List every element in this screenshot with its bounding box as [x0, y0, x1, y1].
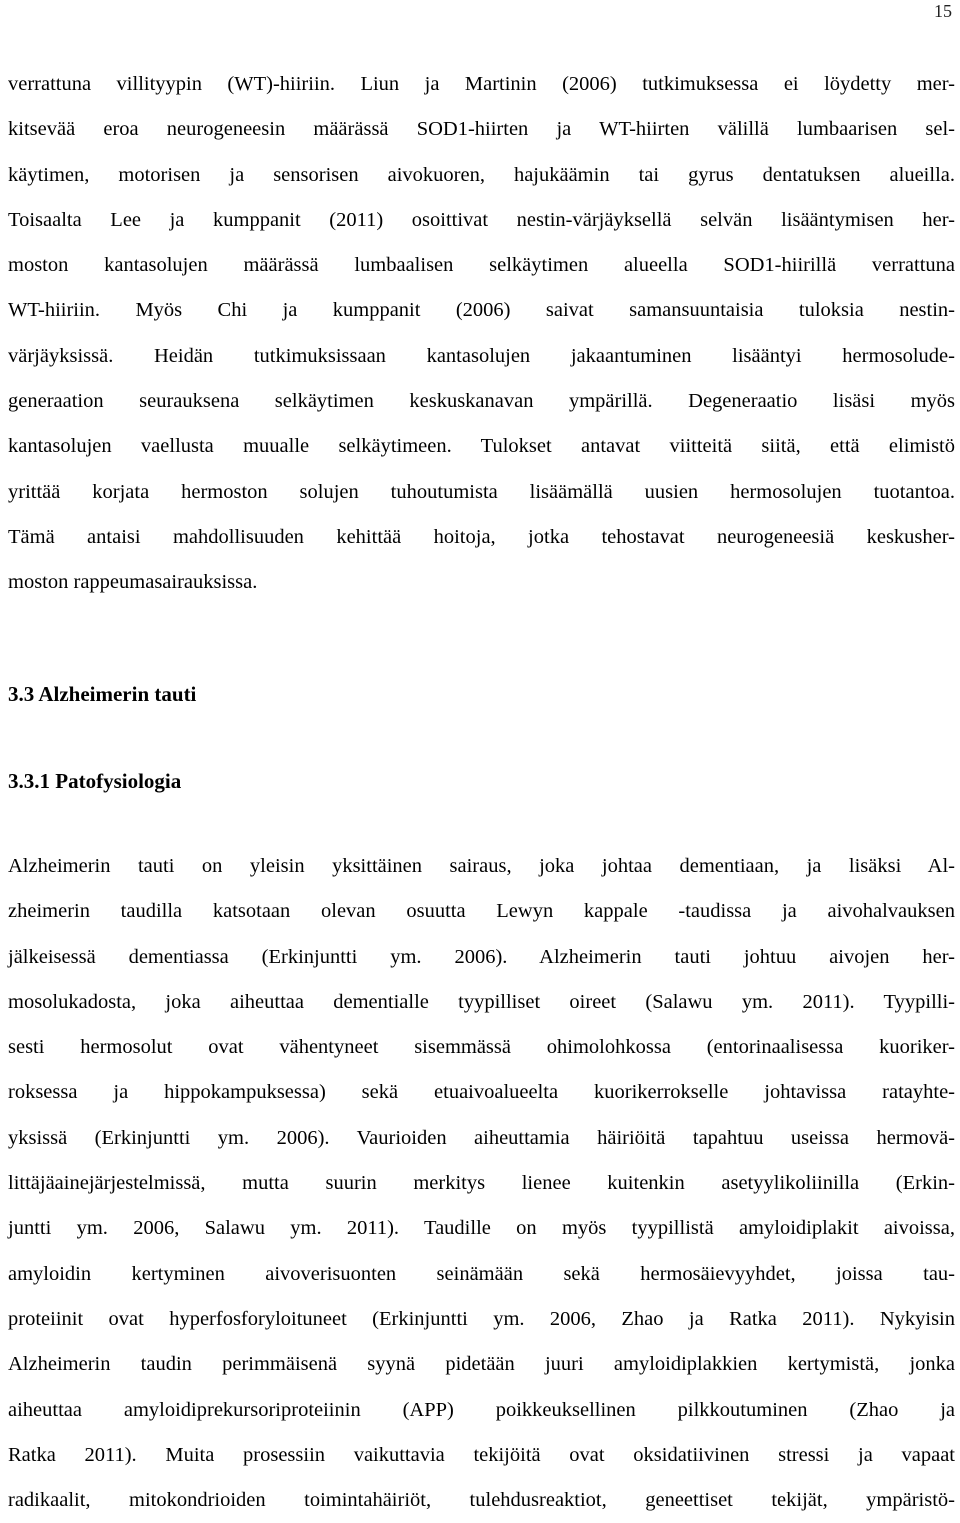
text-line: kitsevää eroa neurogeneesin määrässä SOD1-hiirten ja WT-hiirten välillä lumbaarisen sel- [8, 118, 955, 141]
text-line: Alzheimerin taudin perimmäisenä syynä pidetään juuri amyloidiplakkien kertymistä, jonka [8, 1353, 955, 1376]
text-line: moston kantasolujen määrässä lumbaalisen selkäytimen alueella SOD1-hiirillä verrattuna [8, 254, 955, 277]
page-number: 15 [934, 1, 952, 21]
subsection-heading: 3.3.1 Patofysiologia [8, 769, 182, 793]
text-line: käytimen, motorisen ja sensorisen aivokuoren, hajukäämin tai gyrus dentatuksen alueilla. [8, 163, 955, 186]
text-line: jälkeisessä dementiassa (Erkinjuntti ym. 2006). Alzheimerin tauti johtuu aivojen her- [8, 945, 955, 968]
text-line: roksessa ja hippokampuksessa) sekä etuaivoalueelta kuorikerrokselle johtavissa ratayhte- [8, 1081, 955, 1104]
paragraph-pathophysiology [8, 844, 955, 1523]
text-line: sesti hermosolut ovat vähentyneet sisemmässä ohimolohkossa (entorinaalisessa kuoriker- [8, 1036, 955, 1059]
text-line: kantasolujen vaellusta muualle selkäytimeen. Tulokset antavat viitteitä siitä, että elimistö [8, 435, 955, 458]
text-line: zheimerin taudilla katsotaan olevan osuutta Lewyn kappale -taudissa ja aivohalvauksen [8, 900, 955, 923]
section-heading: 3.3 Alzheimerin tauti [8, 682, 197, 706]
text-line: aiheuttaa amyloidiprekursoriproteiinin (APP) poikkeuksellinen pilkkoutuminen (Zhao ja [8, 1398, 955, 1421]
text-line: juntti ym. 2006, Salawu ym. 2011). Taudille on myös tyypillistä amyloidiplakit aivoissa, [8, 1217, 955, 1240]
text-line: radikaalit, mitokondrioiden toimintahäiriöt, tulehdusreaktiot, geneettiset tekijät, ympäristö- [8, 1489, 955, 1512]
text-line: moston rappeumasairauksissa. [8, 571, 258, 594]
text-line: Toisaalta Lee ja kumppanit (2011) osoittivat nestin-värjäyksellä selvän lisääntymisen her- [8, 208, 955, 231]
text-line: Tämä antaisi mahdollisuuden kehittää hoitoja, jotka tehostavat neurogeneesiä keskusher- [8, 525, 955, 548]
text-line: amyloidin kertyminen aivoverisuonten seinämään sekä hermosäievyyhdet, joissa tau- [8, 1262, 955, 1285]
text-line: mosolukadosta, joka aiheuttaa dementialle tyypilliset oireet (Salawu ym. 2011). Tyypilli- [8, 990, 955, 1013]
text-line: Ratka 2011). Muita prosessiin vaikuttavia tekijöitä ovat oksidatiivinen stressi ja vapaat [8, 1443, 955, 1466]
text-line: Alzheimerin tauti on yleisin yksittäinen sairaus, joka johtaa dementiaan, ja lisäksi Al- [8, 855, 955, 877]
text-line: WT-hiiriin. Myös Chi ja kumppanit (2006) saivat samansuuntaisia tuloksia nestin- [8, 299, 955, 322]
text-line: generaation seurauksena selkäytimen keskuskanavan ympärillä. Degeneraatio lisäsi myös [8, 390, 955, 413]
text-line: littäjäainejärjestelmissä, mutta suurin merkitys lienee kuitenkin asetyylikoliinilla (Erkin- [8, 1172, 955, 1195]
text-line: yrittää korjata hermoston solujen tuhoutumista lisäämällä uusien hermosolujen tuotantoa. [8, 480, 955, 503]
text-line: verrattuna villityypin (WT)-hiiriin. Liun ja Martinin (2006) tutkimuksessa ei löydetty mer- [8, 73, 955, 95]
text-line: yksissä (Erkinjuntti ym. 2006). Vaurioiden aiheuttamia häiriöitä tapahtuu useissa hermovä- [8, 1126, 955, 1149]
text-line: proteiinit ovat hyperfosforyloituneet (Erkinjuntti ym. 2006, Zhao ja Ratka 2011). Nykyisin [8, 1307, 955, 1330]
text-line: värjäyksissä. Heidän tutkimuksissaan kantasolujen jakaantuminen lisääntyi hermosolude- [8, 344, 955, 367]
paragraph-neurogenesis [8, 62, 955, 606]
